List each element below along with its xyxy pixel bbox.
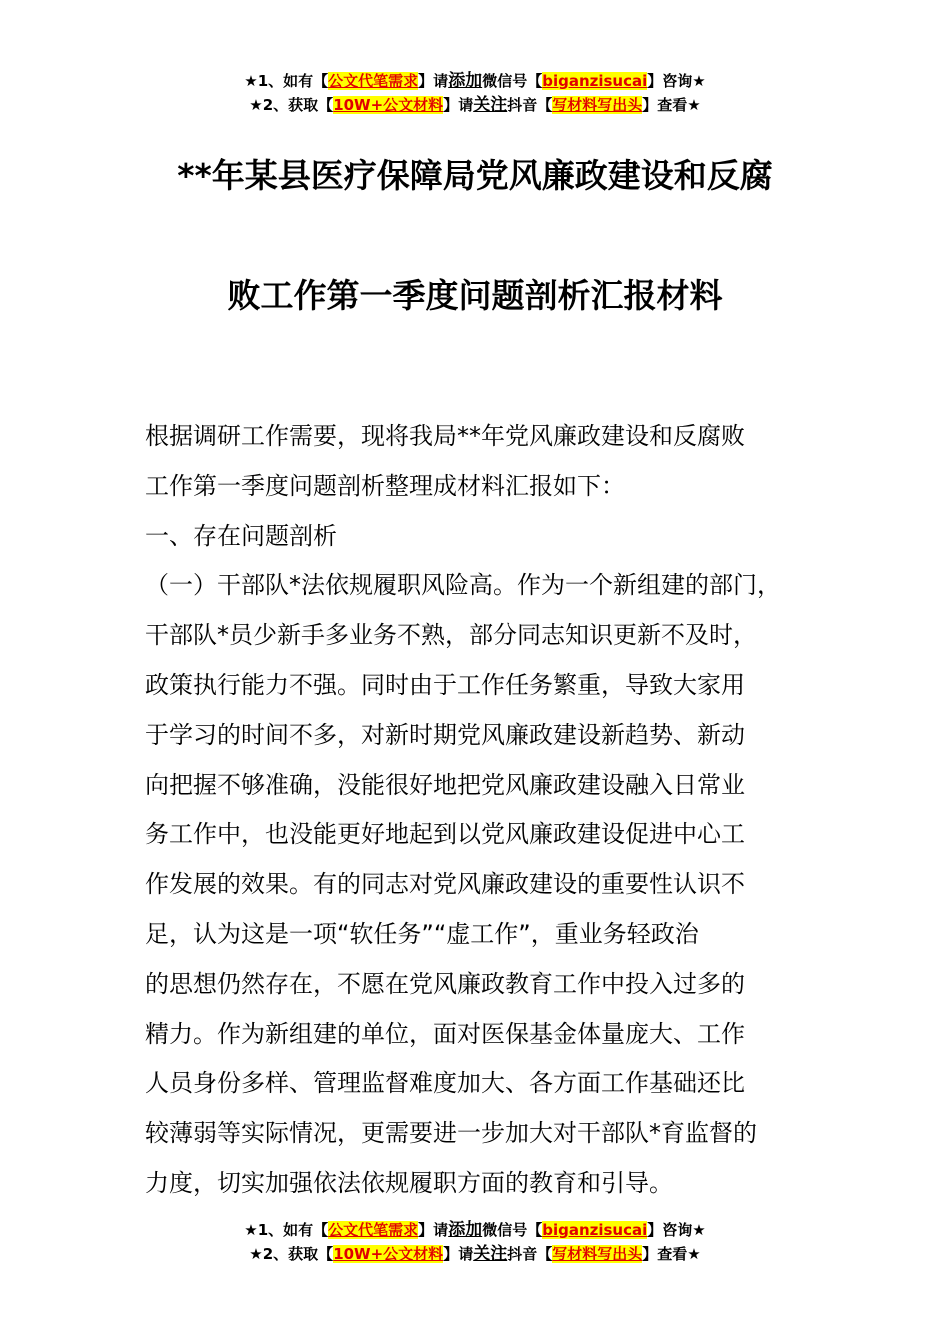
- promo-highlight: 写材料写出头: [552, 96, 643, 114]
- body-line: 精力。作为新组建的单位，面对医保基金体量庞大、工作: [145, 1019, 745, 1048]
- promo-highlight: 公文代笔需求: [328, 1221, 419, 1239]
- promo-highlight: 写材料写出头: [552, 1245, 643, 1263]
- section-heading: 一、存在问题剖析: [145, 521, 337, 550]
- document-title-line-1: **年某县医疗保障局党风廉政建设和反腐: [177, 156, 773, 195]
- document-title-line-2: 败工作第一季度问题剖析汇报材料: [227, 276, 723, 315]
- promo-text: ★2、获取【: [249, 96, 334, 114]
- promo-text: ★1、如有【: [244, 72, 329, 90]
- body-line: 力度，切实加强依法依规履职方面的教育和引导。: [145, 1168, 673, 1197]
- body-line: 人员身份多样、管理监督难度加大、各方面工作基础还比: [145, 1069, 745, 1098]
- body-line: 较薄弱等实际情况，更需要进一步加大对干部队*育监督的: [145, 1119, 757, 1148]
- promo-line-1: [0, 69, 950, 93]
- body-line: 干部队*员少新手多业务不熟，部分同志知识更新不及时，: [145, 621, 757, 650]
- body-line: 工作第一季度问题剖析整理成材料汇报如下：: [145, 471, 625, 500]
- promo-highlight: 10W+公文材料: [333, 96, 444, 114]
- promo-text: 微信号【: [482, 72, 543, 90]
- promo-footer-line-1: [0, 1218, 950, 1242]
- promo-line-2: [0, 93, 950, 117]
- promo-highlight: 公文代笔需求: [328, 72, 419, 90]
- promo-highlight: 10W+公文材料: [333, 1245, 444, 1263]
- document-body: [145, 412, 845, 1209]
- promo-text: 】咨询★: [647, 1221, 706, 1239]
- promo-text: 抖音【: [507, 1245, 553, 1263]
- promo-text: 】请: [443, 1245, 474, 1263]
- body-line: 作发展的效果。有的同志对党风廉政建设的重要性认识不: [145, 870, 745, 899]
- promo-footer-line-2: [0, 1242, 950, 1266]
- body-line: 向把握不够准确，没能很好地把党风廉政建设融入日常业: [145, 770, 745, 799]
- promo-emphasis: 关注: [473, 1244, 508, 1264]
- body-line: （一）干部队*法依规履职风险高。作为一个新组建的部门，: [145, 571, 781, 600]
- promo-text: 】请: [418, 1221, 449, 1239]
- promo-text: 】查看★: [642, 96, 701, 114]
- promo-text: 抖音【: [507, 96, 553, 114]
- promo-emphasis: 关注: [473, 95, 508, 115]
- body-line: 根据调研工作需要，现将我局**年党风廉政建设和反腐败: [145, 422, 745, 450]
- body-line: 务工作中，也没能更好地起到以党风廉政建设促进中心工: [145, 820, 745, 849]
- promo-text: 】请: [443, 96, 474, 114]
- promo-text: 微信号【: [482, 1221, 543, 1239]
- promo-text: ★2、获取【: [249, 1245, 334, 1263]
- body-line: 的思想仍然存在，不愿在党风廉政教育工作中投入过多的: [145, 969, 745, 998]
- promo-emphasis: 添加: [448, 1220, 483, 1240]
- promo-highlight: biganzisucai: [542, 72, 648, 90]
- body-line: 足，认为这是一项“软任务”“虚工作”，重业务轻政治: [145, 919, 699, 948]
- promo-text: ★1、如有【: [244, 1221, 329, 1239]
- promo-text: 】咨询★: [647, 72, 706, 90]
- promo-highlight: biganzisucai: [542, 1221, 648, 1239]
- promo-emphasis: 添加: [448, 71, 483, 91]
- body-line: 政策执行能力不强。同时由于工作任务繁重，导致大家用: [145, 670, 745, 699]
- promo-text: 】请: [418, 72, 449, 90]
- promo-text: 】查看★: [642, 1245, 701, 1263]
- body-line: 于学习的时间不多，对新时期党风廉政建设新趋势、新动: [145, 720, 745, 749]
